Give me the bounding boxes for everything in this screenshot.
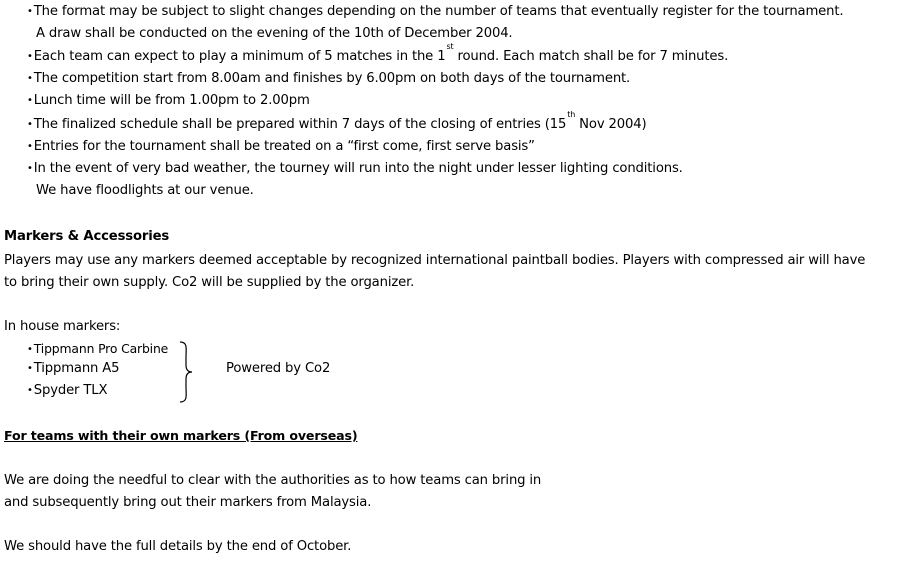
bullet-text: Entries for the tournament shall be treated on a “first come, first serve basis” bbox=[33, 139, 535, 154]
draw-note bbox=[36, 26, 512, 42]
superscript: th bbox=[567, 110, 576, 119]
bullet-bad-weather bbox=[27, 161, 683, 178]
bullet-format-changes bbox=[27, 4, 843, 21]
bullet-competition-hours bbox=[27, 71, 630, 88]
right-brace-icon bbox=[176, 341, 198, 403]
floodlights-note bbox=[36, 183, 254, 199]
bullet-text: We have floodlights at our venue. bbox=[36, 183, 254, 198]
bullet-text: Each team can expect to play a minimum of 5 matches in the 1 bbox=[33, 49, 446, 64]
bullet-text: In the event of very bad weather, the tourney will run into the night under lesser lighting conditions. bbox=[33, 161, 683, 176]
in-house-markers-label: In house markers: bbox=[4, 319, 121, 334]
overseas-paragraph-line-1: We are doing the needful to clear with the authorities as to how teams can bring in bbox=[4, 473, 542, 488]
marker-item bbox=[27, 361, 119, 378]
bullet-matches bbox=[27, 42, 729, 66]
bullet-text: A draw shall be conducted on the evening of the 10th of December 2004. bbox=[36, 26, 513, 41]
bullet-text: Lunch time will be from 1.00pm to 2.00pm bbox=[33, 93, 310, 108]
markers-paragraph-line-2: to bring their own supply. Co2 will be supplied by the organizer. bbox=[4, 275, 415, 290]
bullet-text: round. Each match shall be for 7 minutes. bbox=[453, 49, 729, 64]
overseas-paragraph-line-2: and subsequently bring out their markers from Malaysia. bbox=[4, 495, 372, 510]
marker-item bbox=[27, 341, 168, 359]
superscript: st bbox=[446, 42, 454, 51]
bullet-entries bbox=[27, 139, 535, 156]
markers-heading: Markers & Accessories bbox=[4, 229, 170, 244]
marker-name: Spyder TLX bbox=[33, 383, 108, 398]
bullet-text: The finalized schedule shall be prepared within 7 days of the closing of entries (15 bbox=[33, 117, 567, 132]
markers-paragraph-line-1: Players may use any markers deemed acceptable by recognized international paintball bodies. Players with compressed air will have bbox=[4, 253, 866, 268]
bullet-schedule bbox=[27, 110, 647, 134]
bullet-text: The competition start from 8.00am and finishes by 6.00pm on both days of the tournament. bbox=[33, 71, 631, 86]
closing-note: We should have the full details by the end of October. bbox=[4, 539, 352, 554]
powered-by-co2: Powered by Co2 bbox=[226, 361, 331, 376]
marker-name: Tippmann Pro Carbine bbox=[33, 341, 169, 356]
bullet-text: Nov 2004) bbox=[575, 117, 647, 132]
bullet-lunch-time bbox=[27, 93, 310, 110]
bullet-text: The format may be subject to slight changes depending on the number of teams that eventually register for the tournament. bbox=[33, 4, 844, 19]
marker-name: Tippmann A5 bbox=[33, 361, 120, 376]
marker-item bbox=[27, 383, 107, 400]
overseas-heading: For teams with their own markers (From overseas) bbox=[4, 428, 358, 443]
